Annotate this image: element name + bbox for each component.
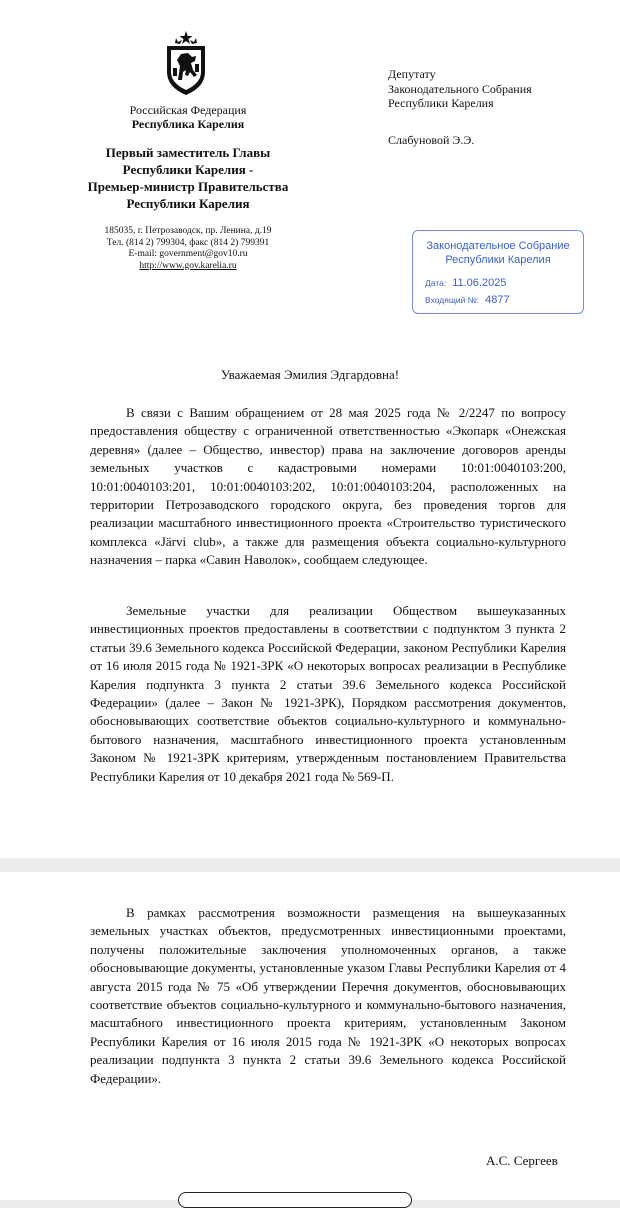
sender-country: Российская Федерация [129, 103, 247, 117]
addressee-line: Законодательного Собрания [388, 81, 532, 96]
body-paragraph: В связи с Вашим обращением от 28 мая 2025 года № 2/2247 по вопросу предоставления обществу с ограниченной ответственностью «Экопарк «Онежская деревня» (далее – Общество, инвестор) права на заключение договоров аренды земельных участков с кадастровыми номерами 10:01:0040103:200, 10:01:0040103:201, 10:01:0040103:202, 10:01:0040103:204, расположенных на территории Петрозаводского городского округа, без проведения торгов для реализации масштабного инвестиционного проекта «Строительство туристического комплекса «Järvi club», а также для размещения объекта социально-культурного назначения – парка «Савин Наволок», сообщаем следующее. [90, 405, 566, 568]
stamp-incoming-label: Входящий №: [425, 295, 480, 305]
sender-position [50, 144, 326, 212]
signature: А.С. Сергеев [486, 1153, 558, 1168]
sender-position-line: Республики Карелия [126, 196, 250, 211]
sender-position-line: Премьер-министр Правительства [87, 179, 289, 194]
stamp-date-label: Дата: [425, 278, 447, 288]
sender-website-link[interactable]: http://www.gov.karelia.ru [139, 260, 237, 271]
sender-position-line: Республики Карелия - [122, 162, 254, 177]
sender-address: 185035, г. Петрозаводск, пр. Ленина, д.19 [104, 226, 272, 236]
addressee [388, 67, 532, 111]
addressee-line: Республики Карелия [388, 96, 494, 110]
sender-phone: Тел. (814 2) 799304, факс (814 2) 799391 [106, 237, 270, 248]
stamp-incoming-row [425, 294, 510, 306]
stamp-org-line: Республики Карелия [445, 254, 551, 266]
body-paragraph: Земельные участки для реализации Обществом вышеуказанных инвестиционных проектов предоставлены в соответствии с подпунктом 3 пункта 2 статьи 39.6 Земельного кодекса Российской Федерации, законом Республики Карелия от 16 июля 2015 года № 1921-ЗРК «О некоторых вопросах реализации в Республике Карелия подпункта 3 пункта 2 статьи 39.6 Земельного кодекса Российской Федерации» (далее – Закон № 1921-ЗРК), Порядком рассмотрения документов, обосновывающих соответствие объектов социально-культурного и коммунально-бытового назначения, масштабного инвестиционного проекта установленным Законом № 1921-ЗРК критериям, утвержденным постановлением Правительства Республики Карелия от 10 декабря 2021 года № 569-П. [90, 603, 566, 784]
bottom-toolbar-edge [178, 1192, 412, 1208]
stamp-date-value: 11.06.2025 [452, 277, 507, 289]
sender-contacts [90, 226, 286, 272]
stamp-org-line: Законодательное Собрание [426, 240, 570, 252]
karelia-coat-of-arms-icon [164, 30, 208, 96]
stamp-organization [413, 239, 583, 267]
sender-position-line: Первый заместитель Главы [105, 145, 271, 160]
sender-email: E-mail: government@gov10.ru [128, 249, 248, 259]
greeting: Уважаемая Эмилия Эдгардовна! [220, 367, 400, 382]
addressee-line: Депутату [388, 67, 436, 81]
body-paragraph: В рамках рассмотрения возможности размещения на вышеуказанных земельных участках объектов, предусмотренных инвестиционными проектами, получены положительные заключения уполномоченных органов, а также обосновывающие документы, установленные указом Главы Республики Карелия от 4 августа 2015 года № 75 «Об утверждении Перечня документов, обосновывающих соответствие объектов социально-культурного и коммунально-бытового назначения, масштабного инвестиционного проекта критериям, установленным Законом Республики Карелия от 16 июля 2015 года № 1921-ЗРК «О некоторых вопросах реализации подпункта 3 пункта 2 статьи 39.6 Земельного кодекса Российской Федерации». [90, 905, 566, 1086]
stamp-incoming-value: 4877 [485, 294, 510, 306]
stamp-date-row [425, 277, 506, 289]
registration-stamp [412, 230, 584, 314]
sender-region: Республика Карелия [131, 117, 245, 131]
addressee-name: Слабуновой Э.Э. [388, 133, 475, 147]
